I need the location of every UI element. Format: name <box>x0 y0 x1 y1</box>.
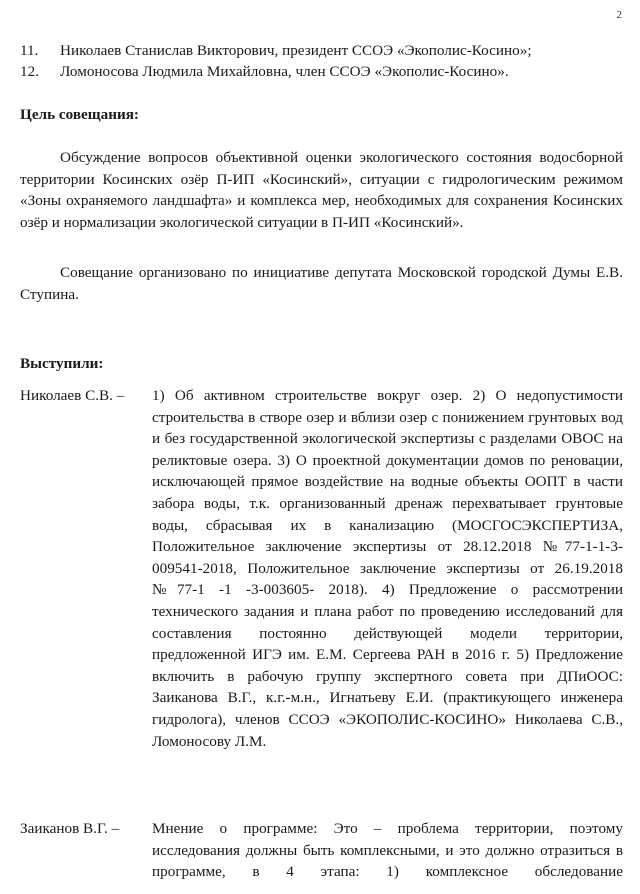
speaker-text: Мнение о программе: Это – проблема территории, поэтому исследования должны быть комплексными, и это должно отразиться в программе, в 4 этапа: 1) комплексное обследование <box>152 820 623 881</box>
list-item <box>20 40 620 61</box>
list-item <box>20 61 620 82</box>
purpose-heading: Цель совещания: <box>20 106 139 123</box>
initiative-paragraph: Совещание организовано по инициативе депутата Московской городской Думы Е.В. Ступина. <box>20 264 623 303</box>
page-number: 2 <box>616 9 622 21</box>
speaker-text: 1) Об активном строительстве вокруг озер. 2) О недопустимости строительства в створе озер и вблизи озер с понижением грунтовых вод и без государственной экологической экспертизы с разделами ОВОС на реликтовые озера. 3) О проектной документации домов по реновации, исключающей прямое воздействие на водные объекты ООПТ в части забора воды, т.к. организованный дренаж перехватывает грунтовые воды, сбрасывая их в канализацию (МОСГОСЭКСПЕРТИЗА, Положительное заключение экспертизы от 28.12.2018 №77-1-1-3-009541-2018, Положительное заключение экспертизы от 26.19.2018 №77-1 -1 -3-003605- 2018). 4) Предложение о рассмотрении технического задания и плана работ по проведению исследований для составления постоянно действующей модели территории, предложенной ИГЭ им. Е.М. Сергеева РАН в 2016 г. 5) Предложение включить в рабочую группу экспертного совета при ДПиООС: Заиканова В.Г., к.г.-м.н., Игнатьеву Е.И. (практикующего инженера гидролога), членов ССОЭ «ЭКОПОЛИС-КОСИНО» Николаева С.В., Ломоносову Л.М. <box>152 387 623 750</box>
list-item-number: 12. <box>20 63 39 80</box>
speaker-name: Заиканов В.Г. – <box>20 820 120 837</box>
speaker-name: Николаев С.В. – <box>20 387 125 404</box>
list-item-text: Ломоносова Людмила Михайловна, член ССОЭ «Экополис-Косино». <box>60 63 509 80</box>
participants-list <box>20 40 620 82</box>
list-item-number: 11. <box>20 42 39 59</box>
speakers-heading: Выступили: <box>20 355 104 372</box>
list-item-text: Николаев Станислав Викторович, президент ССОЭ «Экополис-Косино»; <box>60 42 532 59</box>
purpose-paragraph: Обсуждение вопросов объективной оценки экологического состояния водосборной территории Косинских озёр П-ИП «Косинский», ситуации с гидрологическим режимом «Зоны охраняемого ландшафта» и комплекса мер, необходимых для сохранения Косинских озёр и нормализации экологической ситуации в П-ИП «Косинский». <box>20 149 623 231</box>
